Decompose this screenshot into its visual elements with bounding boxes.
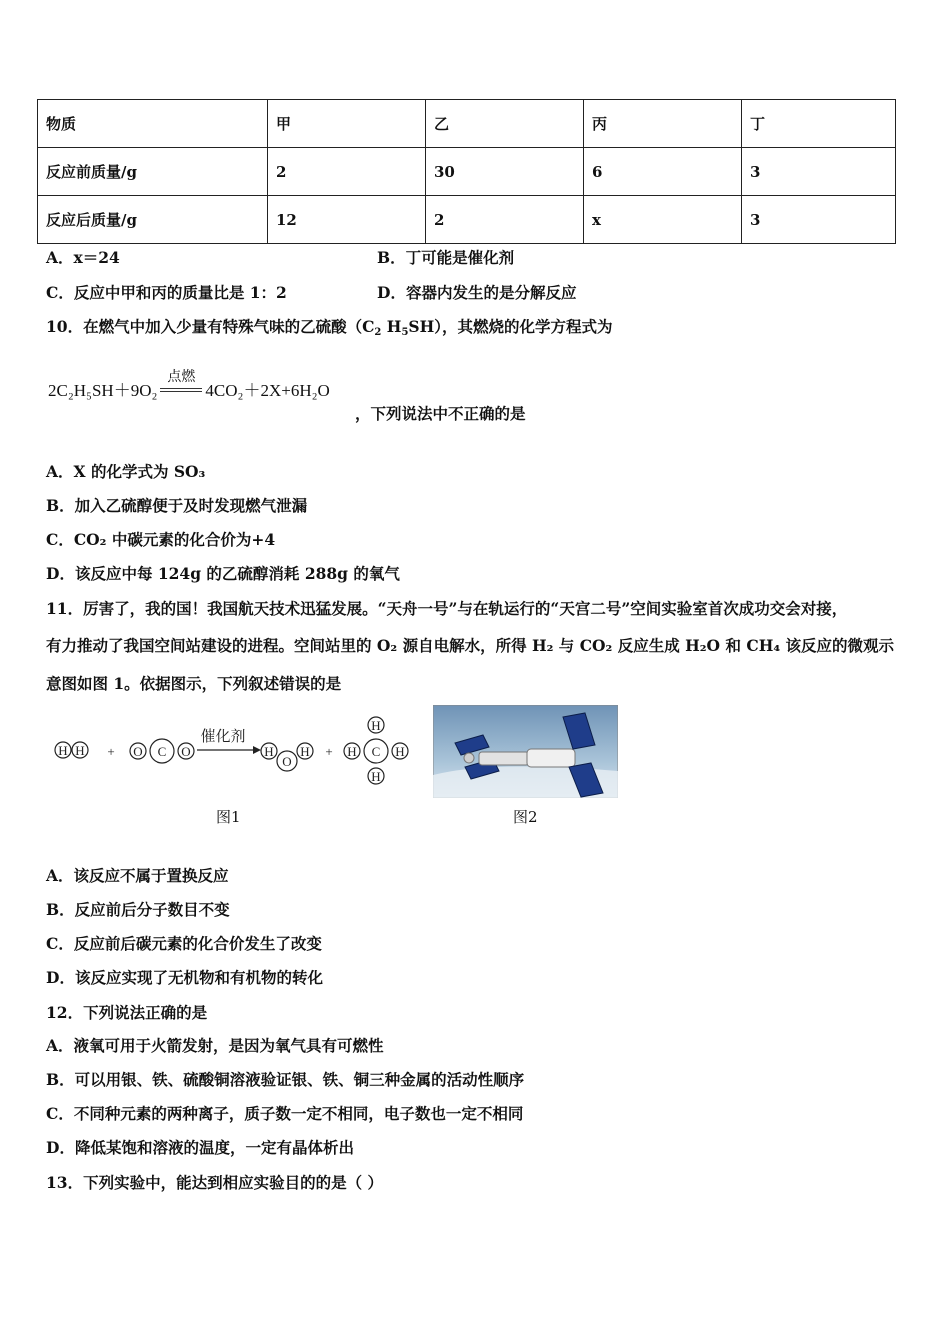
equation-reactants: 2C₂H₅SH＋9O₂	[48, 381, 158, 400]
table-cell: 丙	[584, 100, 742, 148]
table-cell: 3	[742, 196, 896, 244]
equation-condition: 点燃	[167, 370, 196, 386]
q10-option-b: B．加入乙硫醇便于及时发现燃气泄漏	[46, 496, 308, 515]
table-cell: 丁	[742, 100, 896, 148]
q12-option-a: A．液氧可用于火箭发射，是因为氧气具有可燃性	[46, 1036, 384, 1055]
table-cell: 30	[426, 148, 584, 196]
q10-stem-part: SH），其燃烧的化学方程式为	[408, 317, 613, 336]
atom-label: H	[264, 744, 274, 759]
q11-option-c: C．反应前后碳元素的化合价发生了改变	[46, 934, 322, 953]
atom-label: H	[371, 718, 381, 733]
q11-option-a: A．该反应不属于置换反应	[46, 866, 229, 885]
q12-option-c: C．不同种元素的两种离子，质子数一定不相同，电子数也一定不相同	[46, 1104, 524, 1123]
q13-stem: 13．下列实验中，能达到相应实验目的的是（ ）	[46, 1173, 383, 1192]
figure2-caption: 图2	[513, 808, 538, 826]
q10-stem-sub: 2	[374, 327, 382, 338]
q10-option-c: C．CO₂ 中碳元素的化合价为+4	[46, 530, 276, 549]
table-row	[38, 148, 896, 196]
plus-sign: +	[325, 744, 333, 759]
table-cell: 反应前质量/g	[38, 148, 268, 196]
q11-stem-line1: 11．厉害了，我的国！我国航天技术迅猛发展。“天舟一号”与在轨运行的“天宫二号”空间实验室首次成功交会对接，	[46, 599, 848, 618]
q11-stem-line2: 有力推动了我国空间站建设的进程。空间站里的 O₂ 源自电解水，所得 H₂ 与 CO₂ 反应生成 H₂O 和 CH₄ 该反应的微观示	[46, 636, 895, 655]
catalyst-label: 催化剂	[200, 729, 246, 745]
atom-label: O	[282, 754, 292, 769]
table-cell: 6	[584, 148, 742, 196]
table-cell: x	[584, 196, 742, 244]
q9-option-a: A．x＝24	[46, 248, 120, 267]
equation-products: 4CO₂＋2X+6H₂O	[205, 381, 330, 400]
q12-option-b: B．可以用银、铁、硫酸铜溶液验证银、铁、铜三种金属的活动性顺序	[46, 1070, 525, 1089]
q12-option-d: D．降低某饱和溶液的温度，一定有晶体析出	[46, 1138, 354, 1157]
plus-sign: +	[107, 744, 115, 759]
table-cell: 乙	[426, 100, 584, 148]
atom-label: C	[157, 744, 167, 759]
table-cell: 反应后质量/g	[38, 196, 268, 244]
q9-option-b: B．丁可能是催化剂	[377, 248, 515, 267]
q10-equation-tail: ，下列说法中不正确的是	[355, 404, 526, 423]
space-station-image	[433, 705, 618, 798]
atom-label: H	[300, 744, 310, 759]
atom-label: O	[181, 744, 191, 759]
atom-label: H	[58, 743, 68, 758]
q11-option-b: B．反应前后分子数目不变	[46, 900, 230, 919]
table-cell: 2	[268, 148, 426, 196]
spacecraft-body-icon	[464, 749, 575, 767]
q9-option-d: D．容器内发生的是分解反应	[377, 283, 577, 302]
table-cell: 3	[742, 148, 896, 196]
table-cell: 12	[268, 196, 426, 244]
q10-stem	[46, 315, 613, 337]
q12-stem: 12．下列说法正确的是	[46, 1003, 208, 1022]
arrow-head-icon	[253, 746, 261, 754]
atom-label: H	[395, 744, 405, 759]
atom-label: H	[371, 769, 381, 784]
atom-label: O	[133, 744, 143, 759]
q10-option-d: D．该反应中每 124g 的乙硫醇消耗 288g 的氧气	[46, 564, 400, 583]
atom-label: H	[347, 744, 357, 759]
table-cell: 物质	[38, 100, 268, 148]
table-cell: 2	[426, 196, 584, 244]
figure1-caption: 图1	[216, 808, 241, 826]
chemical-equation	[48, 370, 330, 401]
q11-stem-line3: 意图如图 1。依据图示，下列叙述错误的是	[46, 674, 342, 693]
q9-option-c: C．反应中甲和丙的质量比是 1：2	[46, 283, 287, 302]
atom-label: H	[75, 743, 85, 758]
table-row	[38, 196, 896, 244]
reaction-diagram	[50, 713, 420, 793]
table-cell: 甲	[268, 100, 426, 148]
table-header-row	[38, 100, 896, 148]
mass-table	[37, 99, 896, 244]
q10-stem-part: 10．在燃气中加入少量有特殊气味的乙硫酸（C	[46, 317, 375, 336]
q10-option-a: A．X 的化学式为 SO₃	[46, 462, 206, 481]
q11-option-d: D．该反应实现了无机物和有机物的转化	[46, 968, 323, 987]
atom-label: C	[371, 744, 381, 759]
q10-stem-part: H	[381, 317, 402, 336]
q10-stem-sub: 5	[401, 327, 409, 338]
